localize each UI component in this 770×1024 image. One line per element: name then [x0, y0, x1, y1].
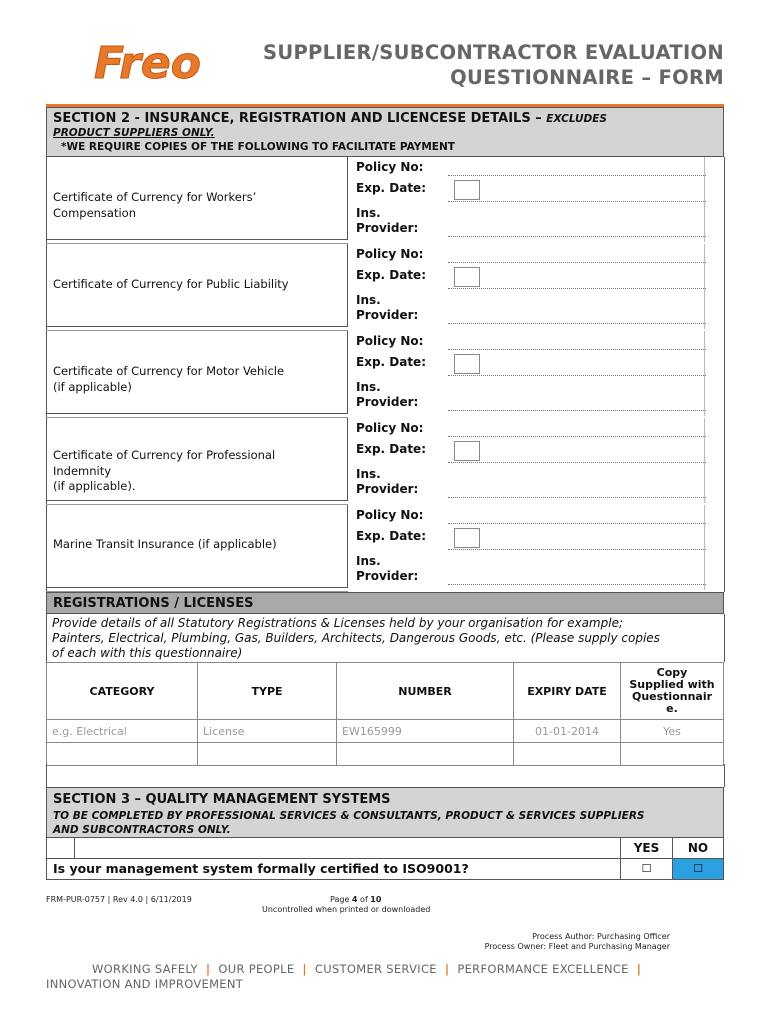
value-customer-service: CUSTOMER SERVICE	[314, 962, 437, 976]
certificate-label: Certificate of Currency for Motor Vehicle	[53, 364, 285, 378]
insurance-row	[46, 418, 724, 505]
exp-date-label: Exp. Date:	[356, 442, 426, 456]
section2-header: SECTION 2 - INSURANCE, REGISTRATION AND LICENCESE DETAILS – EXCLUDES PRODUCT SUPPLIERS ONLY. *WE REQUIRE COPIES OF THE FOLLOWING TO FACILITATE PAYMENT	[46, 107, 724, 157]
gap-frame-right	[724, 764, 725, 787]
insurance-row	[46, 331, 724, 418]
policy-no-field[interactable]	[448, 436, 706, 437]
field-right-edge	[704, 505, 705, 590]
iso9001-no-checkbox[interactable]: ☐	[672, 859, 723, 879]
policy-no-field[interactable]	[448, 175, 706, 176]
insurance-row	[46, 244, 724, 331]
page-number: Page 4 of 10	[330, 895, 382, 904]
blank-type[interactable]	[198, 743, 337, 766]
reg-frame-left	[46, 614, 47, 662]
certificate-label: Certificate of Currency for Professional	[53, 448, 276, 462]
certificate-label: Certificate of Currency for Public Liability	[53, 277, 289, 291]
row-divider	[46, 413, 348, 414]
table-row	[47, 743, 724, 766]
ins-provider-field[interactable]	[448, 236, 706, 237]
blank-number[interactable]	[337, 743, 514, 766]
certificate-cell	[46, 157, 348, 239]
exp-date-field[interactable]	[454, 354, 480, 374]
value-working-safely: WORKING SAFELY	[92, 962, 198, 976]
field-right-edge	[704, 157, 705, 242]
blank-copy[interactable]	[621, 743, 724, 766]
uncontrolled-note: Uncontrolled when printed or downloaded	[262, 905, 431, 914]
ins-label: Ins.	[356, 293, 381, 307]
certificate-cell	[46, 331, 348, 413]
registrations-description: Provide details of all Statutory Registrations & Licenses held by your organisation for example; Painters, Electrical, Plumbing, Gas, Builders, Architects, Dangerous Goods, etc. (Please supply copies of each with this questionnaire)	[52, 616, 660, 660]
ins-label: Ins.	[356, 206, 381, 220]
reg-frame-right	[724, 614, 725, 662]
process-owner: Process Owner: Fleet and Purchasing Manager	[484, 942, 670, 951]
row-divider	[46, 326, 348, 327]
doc-reference: FRM-PUR-0757 | Rev 4.0 | 6/11/2019	[46, 895, 192, 904]
exp-date-field[interactable]	[454, 267, 480, 287]
value-our-people: OUR PEOPLE	[218, 962, 295, 976]
col-number: NUMBER	[337, 663, 514, 720]
gap-frame-left	[46, 764, 47, 787]
exp-date-line	[448, 462, 706, 463]
ins-label: Ins.	[356, 467, 381, 481]
certificate-label: Indemnity	[53, 463, 112, 478]
example-category[interactable]: e.g. Electrical	[47, 720, 198, 743]
ins-provider-field[interactable]	[448, 584, 706, 585]
col-type: TYPE	[198, 663, 337, 720]
field-right-edge	[704, 418, 705, 503]
policy-no-label: Policy No:	[356, 160, 424, 174]
certificate-cell	[46, 244, 348, 326]
iso9001-yes-checkbox[interactable]: ☐	[620, 859, 672, 879]
registrations-table	[46, 662, 724, 766]
no-header: NO	[672, 838, 723, 858]
field-right-edge	[704, 244, 705, 329]
col-copy: Copy Supplied with Questionnair e.	[621, 663, 724, 720]
exp-date-field[interactable]	[454, 441, 480, 461]
ins-provider-field[interactable]	[448, 497, 706, 498]
col-expiry: EXPIRY DATE	[514, 663, 621, 720]
col-category: CATEGORY	[47, 663, 198, 720]
row-divider	[46, 500, 348, 501]
certificate-label: Compensation	[53, 205, 136, 220]
blank-category[interactable]	[47, 743, 198, 766]
provider-label: Provider:	[356, 395, 419, 409]
table-header-row	[47, 663, 724, 720]
row-divider	[46, 239, 348, 240]
yes-header: YES	[620, 838, 672, 858]
policy-no-label: Policy No:	[356, 334, 424, 348]
page-title: SUPPLIER/SUBCONTRACTOR EVALUATION QUESTIONNAIRE – FORM	[262, 41, 724, 89]
example-expiry[interactable]: 01-01-2014	[514, 720, 621, 743]
example-number[interactable]: EW165999	[337, 720, 514, 743]
exp-date-line	[448, 549, 706, 550]
certificate-label: (if applicable)	[53, 379, 132, 394]
certificate-label: (if applicable).	[53, 479, 136, 493]
certificate-cell	[46, 505, 348, 587]
ins-provider-field[interactable]	[448, 410, 706, 411]
row-divider	[46, 587, 348, 588]
certificate-label: Certificate of Currency for Workers’	[53, 190, 257, 204]
company-values: WORKING SAFELY | OUR PEOPLE | CUSTOMER SERVICE | PERFORMANCE EXCELLENCE | INNOVATION AND IMPROVEMENT	[46, 962, 642, 991]
policy-no-field[interactable]	[448, 262, 706, 263]
value-innovation: INNOVATION AND IMPROVEMENT	[46, 977, 244, 991]
ins-provider-field[interactable]	[448, 323, 706, 324]
value-performance-excellence: PERFORMANCE EXCELLENCE	[457, 962, 629, 976]
freo-logo	[92, 38, 218, 86]
exp-date-label: Exp. Date:	[356, 355, 426, 369]
exp-date-field[interactable]	[454, 180, 480, 200]
policy-no-label: Policy No:	[356, 421, 424, 435]
exp-date-field[interactable]	[454, 528, 480, 548]
logo-text: Freo	[94, 38, 201, 86]
example-type[interactable]: License	[198, 720, 337, 743]
exp-date-label: Exp. Date:	[356, 181, 426, 195]
yn-divider	[74, 838, 75, 858]
table-row	[47, 720, 724, 743]
frame-right	[724, 157, 725, 592]
exp-date-line	[448, 375, 706, 376]
example-copy[interactable]: Yes	[621, 720, 724, 743]
section3-header: SECTION 3 – QUALITY MANAGEMENT SYSTEMS TO BE COMPLETED BY PROFESSIONAL SERVICES & CONSULTANTS, PRODUCT & SERVICES SUPPLIERS AND SUBCONTRACTORS ONLY.	[46, 787, 724, 838]
exp-date-line	[448, 201, 706, 202]
provider-label: Provider:	[356, 482, 419, 496]
certificate-cell	[46, 418, 348, 500]
policy-no-label: Policy No:	[356, 508, 424, 522]
ins-label: Ins.	[356, 554, 381, 568]
ins-label: Ins.	[356, 380, 381, 394]
provider-label: Provider:	[356, 308, 419, 322]
exp-date-line	[448, 288, 706, 289]
exp-date-label: Exp. Date:	[356, 529, 426, 543]
registrations-header: REGISTRATIONS / LICENSES	[46, 592, 724, 614]
field-right-edge	[704, 331, 705, 416]
yes-no-header-row	[46, 837, 724, 859]
policy-no-label: Policy No:	[356, 247, 424, 261]
insurance-row	[46, 505, 724, 592]
exp-date-label: Exp. Date:	[356, 268, 426, 282]
provider-label: Provider:	[356, 569, 419, 583]
iso9001-question-row	[46, 858, 724, 880]
policy-no-field[interactable]	[448, 349, 706, 350]
policy-no-field[interactable]	[448, 523, 706, 524]
certificate-label: Marine Transit Insurance (if applicable)	[53, 537, 277, 551]
blank-expiry[interactable]	[514, 743, 621, 766]
provider-label: Provider:	[356, 221, 419, 235]
iso9001-question: Is your management system formally certified to ISO9001?	[53, 861, 469, 876]
insurance-row	[46, 157, 724, 244]
process-author: Process Author: Purchasing Officer	[532, 932, 670, 941]
